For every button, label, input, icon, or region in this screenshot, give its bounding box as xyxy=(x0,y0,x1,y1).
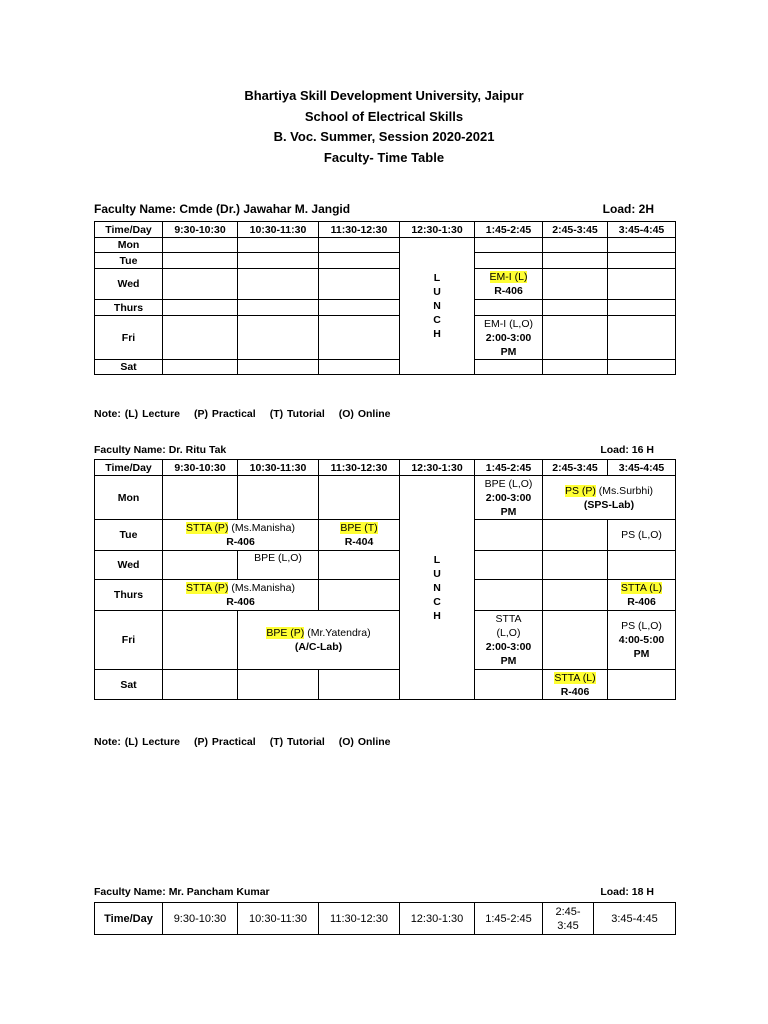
class-cell: STTA (L,O) 2:00-3:00 PM xyxy=(475,611,543,670)
class-cell: EM-I (L,O) 2:00-3:00 PM xyxy=(475,316,543,360)
faculty1-header xyxy=(94,202,674,216)
class-cell: BPE (T) R-404 xyxy=(319,520,400,551)
table-row xyxy=(95,360,676,375)
faculty3-timetable xyxy=(94,902,676,935)
faculty2-header xyxy=(94,444,674,456)
class-cell: EM-I (L) R-406 xyxy=(475,269,543,300)
faculty1-load: Load: 2H xyxy=(602,202,654,216)
column-header: 1:45-2:45 xyxy=(475,460,543,476)
column-header: 9:30-10:30 xyxy=(163,222,238,238)
school-name: School of Electrical Skills xyxy=(304,108,464,124)
table-row xyxy=(95,253,676,269)
day-label: Fri xyxy=(95,611,163,670)
lunch-cell: L U N C H xyxy=(400,476,475,700)
table-header-row xyxy=(95,460,676,476)
column-header: 10:30-11:30 xyxy=(238,460,319,476)
column-header: 12:30-1:30 xyxy=(400,903,475,935)
day-label: Mon xyxy=(95,238,163,253)
table-row xyxy=(95,316,676,360)
column-header: 2:45- 3:45 xyxy=(543,903,594,935)
legend-note: Note: (L) Lecture (P) Practical (T) Tutorial (O) Online xyxy=(94,408,391,420)
class-cell: BPE (P) (Mr.Yatendra) (A/C-Lab) xyxy=(238,611,400,670)
table-row xyxy=(95,520,676,551)
column-header: 11:30-12:30 xyxy=(319,903,400,935)
column-header: 1:45-2:45 xyxy=(475,903,543,935)
table-row xyxy=(95,580,676,611)
day-label: Tue xyxy=(95,520,163,551)
table-row xyxy=(95,300,676,316)
day-label: Wed xyxy=(95,269,163,300)
faculty2-name: Faculty Name: Dr. Ritu Tak xyxy=(94,444,227,456)
faculty3-load: Load: 18 H xyxy=(600,886,654,898)
lunch-cell: L U N C H xyxy=(400,238,475,375)
column-header: 3:45-4:45 xyxy=(608,460,676,476)
day-label: Fri xyxy=(95,316,163,360)
column-header: 11:30-12:30 xyxy=(319,460,400,476)
column-header: Time/Day xyxy=(95,460,163,476)
table-header-row xyxy=(95,222,676,238)
day-label: Sat xyxy=(95,360,163,375)
faculty1-name: Faculty Name: Cmde (Dr.) Jawahar M. Jangid xyxy=(94,202,351,216)
class-cell: STTA (P) (Ms.Manisha) R-406 xyxy=(163,580,319,611)
column-header: 12:30-1:30 xyxy=(400,222,475,238)
legend-note: Note: (L) Lecture (P) Practical (T) Tutorial (O) Online xyxy=(94,736,391,748)
day-label: Wed xyxy=(95,551,163,580)
day-label: Sat xyxy=(95,670,163,700)
class-cell: STTA (P) (Ms.Manisha) R-406 xyxy=(163,520,319,551)
column-header: 3:45-4:45 xyxy=(594,903,676,935)
table-row xyxy=(95,670,676,700)
day-label: Tue xyxy=(95,253,163,269)
table-row xyxy=(95,611,676,670)
column-header: 3:45-4:45 xyxy=(608,222,676,238)
day-label: Thurs xyxy=(95,580,163,611)
class-cell: STTA (L) R-406 xyxy=(608,580,676,611)
class-cell: PS (L,O) xyxy=(608,520,676,551)
faculty2-load: Load: 16 H xyxy=(600,444,654,456)
column-header: 9:30-10:30 xyxy=(163,460,238,476)
column-header: 2:45-3:45 xyxy=(543,222,608,238)
table-row xyxy=(95,269,676,300)
column-header: 12:30-1:30 xyxy=(400,460,475,476)
day-label: Mon xyxy=(95,476,163,520)
class-cell: BPE (L,O) xyxy=(238,551,319,580)
class-cell: PS (P) (Ms.Surbhi) (SPS-Lab) xyxy=(543,476,676,520)
column-header: Time/Day xyxy=(95,903,163,935)
column-header: 9:30-10:30 xyxy=(163,903,238,935)
class-cell: BPE (L,O) 2:00-3:00 PM xyxy=(475,476,543,520)
column-header: 11:30-12:30 xyxy=(319,222,400,238)
column-header: 1:45-2:45 xyxy=(475,222,543,238)
class-cell: STTA (L) R-406 xyxy=(543,670,608,700)
column-header: 2:45-3:45 xyxy=(543,460,608,476)
class-cell: PS (L,O) 4:00-5:00 PM xyxy=(608,611,676,670)
faculty3-header xyxy=(94,886,674,898)
column-header: Time/Day xyxy=(95,222,163,238)
faculty2-timetable xyxy=(94,459,676,700)
table-row xyxy=(95,238,676,253)
column-header: 10:30-11:30 xyxy=(238,903,319,935)
day-label: Thurs xyxy=(95,300,163,316)
session-name: B. Voc. Summer, Session 2020-2021 xyxy=(273,129,495,145)
university-name: Bhartiya Skill Development University, Jaipur xyxy=(244,88,524,103)
faculty1-timetable xyxy=(94,221,676,375)
faculty3-name: Faculty Name: Mr. Pancham Kumar xyxy=(94,886,270,898)
table-row xyxy=(95,476,676,520)
table-header-row xyxy=(95,903,676,935)
column-header: 10:30-11:30 xyxy=(238,222,319,238)
table-row xyxy=(95,551,676,580)
document-title: Faculty- Time Table xyxy=(323,149,445,165)
document-header xyxy=(0,86,768,168)
